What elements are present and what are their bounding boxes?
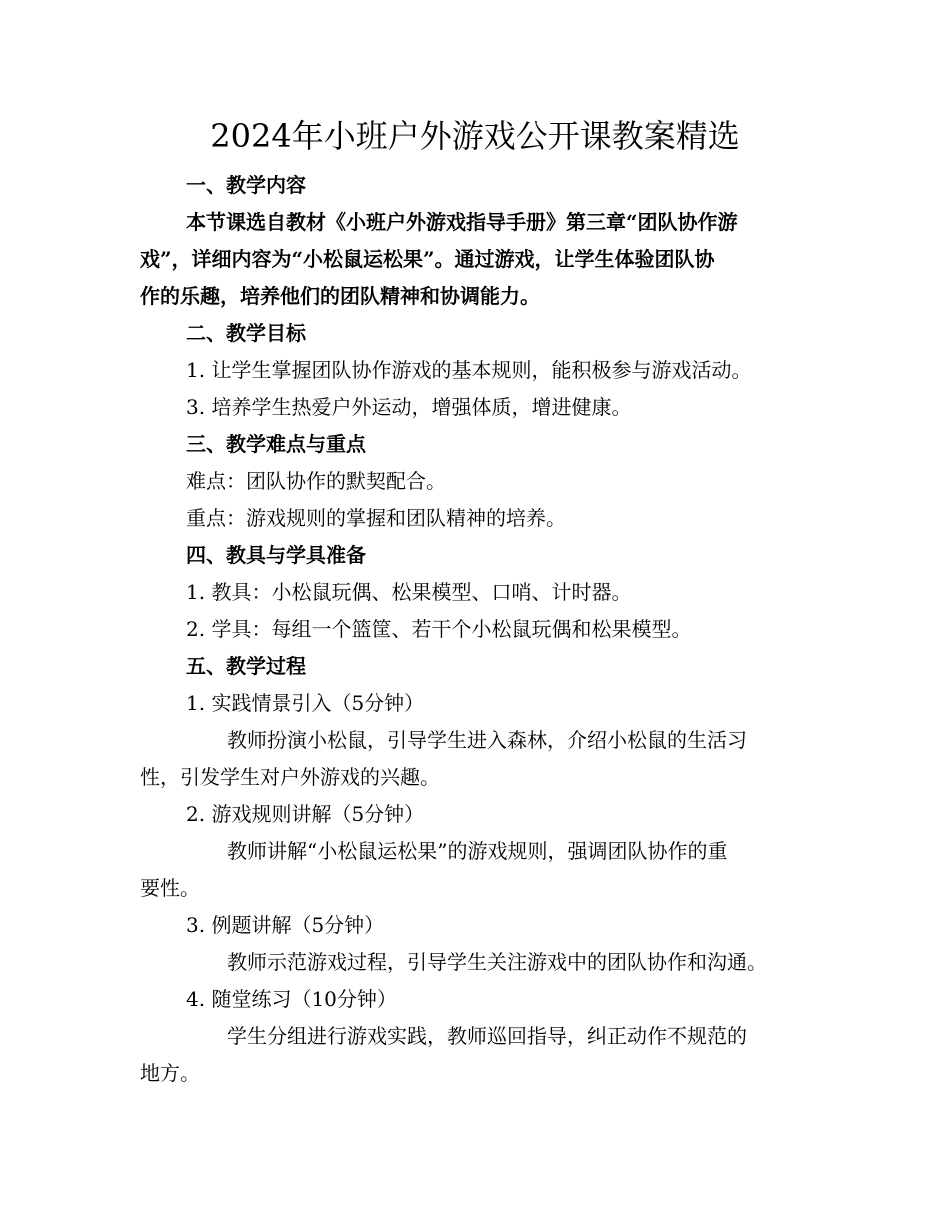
step-label: 2. 游戏规则讲解（5分钟） [186,802,425,826]
step-text-line: 性，引发学生对户外游戏的兴趣。 [140,765,440,789]
step-label: 4. 随堂练习（10分钟） [186,987,397,1011]
step-text-line: 地方。 [140,1061,200,1085]
step-text-line: 要性。 [140,876,200,900]
list-item: 重点：游戏规则的掌握和团队精神的培养。 [186,506,566,530]
list-item: 2. 学具：每组一个篮筐、若干个小松鼠玩偶和松果模型。 [186,617,692,641]
list-item: 3. 培养学生热爱户外运动，增强体质，增进健康。 [186,395,632,419]
step-label: 1. 实践情景引入（5分钟） [186,691,425,715]
section-heading-objectives: 二、教学目标 [186,321,306,345]
section-heading-materials: 四、教具与学具准备 [186,543,366,567]
step-label: 3. 例题讲解（5分钟） [186,913,385,937]
document-title: 2024年小班户外游戏公开课教案精选 [210,117,740,155]
section-heading-process: 五、教学过程 [186,654,306,678]
step-text-line: 教师扮演小松鼠，引导学生进入森林，介绍小松鼠的生活习 [227,728,747,752]
paragraph-line: 本节课选自教材《小班户外游戏指导手册》第三章“团队协作游 [186,210,738,234]
step-text-line: 教师讲解“小松鼠运松果”的游戏规则，强调团队协作的重 [227,839,728,863]
list-item: 1. 教具：小松鼠玩偶、松果模型、口哨、计时器。 [186,580,632,604]
paragraph-line: 戏”，详细内容为“小松鼠运松果”。通过游戏，让学生体验团队协 [140,247,715,271]
section-heading-difficulties: 三、教学难点与重点 [186,432,366,456]
step-text-line: 教师示范游戏过程，引导学生关注游戏中的团队协作和沟通。 [227,950,767,974]
paragraph-line: 作的乐趣，培养他们的团队精神和协调能力。 [140,284,540,308]
section-heading-content: 一、教学内容 [186,173,306,197]
list-item: 难点：团队协作的默契配合。 [186,469,446,493]
step-text-line: 学生分组进行游戏实践，教师巡回指导，纠正动作不规范的 [227,1024,747,1048]
list-item: 1. 让学生掌握团队协作游戏的基本规则，能积极参与游戏活动。 [186,358,752,382]
